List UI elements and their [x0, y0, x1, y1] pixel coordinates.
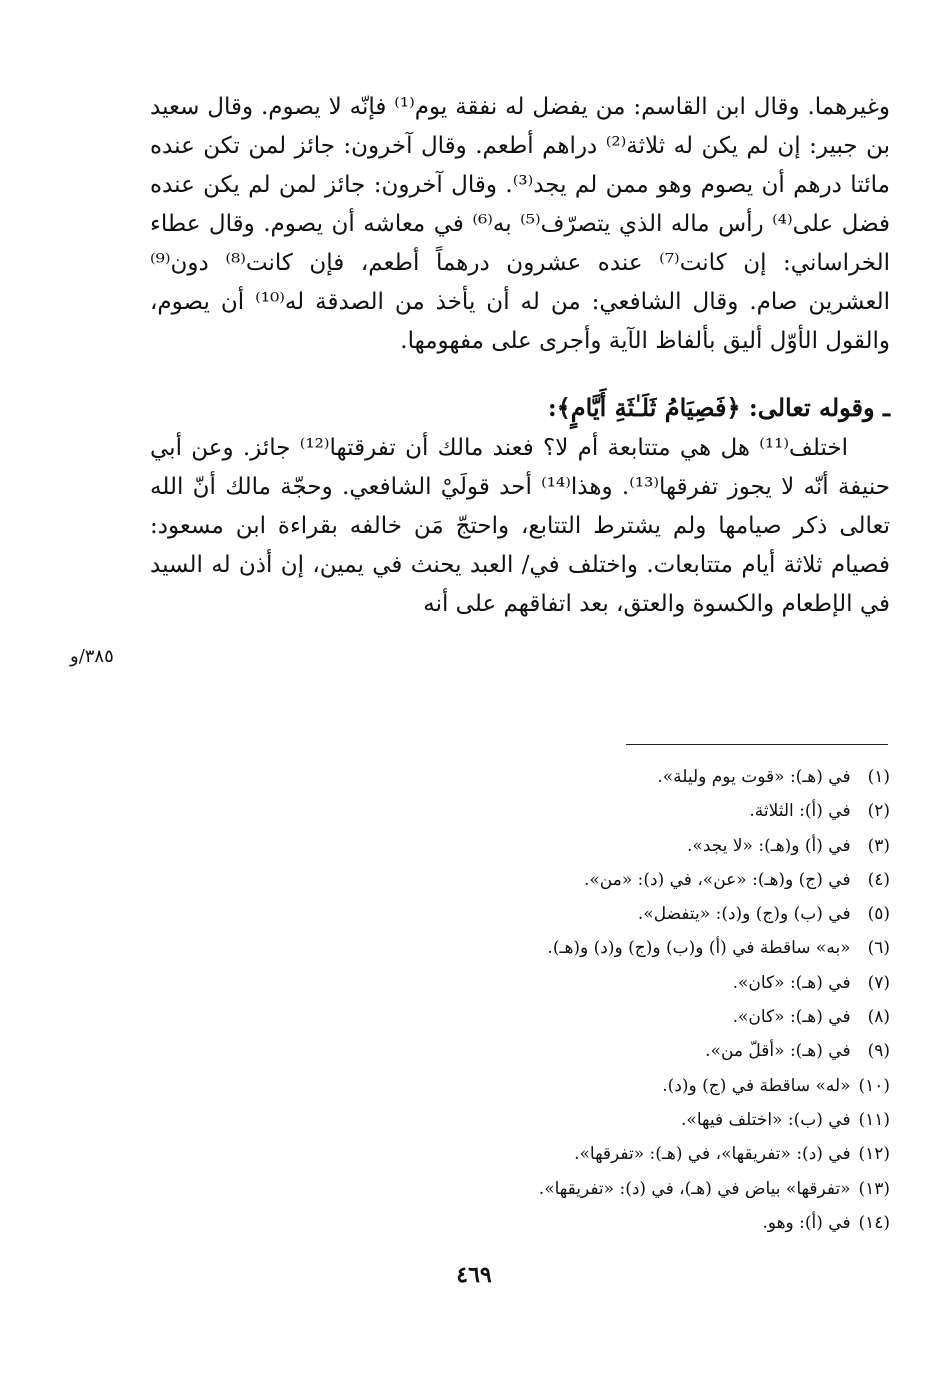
footnote-text: في (أ): الثلاثة.: [749, 801, 851, 822]
footnote-text: «له» ساقطة في (ج) و(د).: [662, 1075, 851, 1096]
footnote-text: في (أ) و(هـ): «لا يجد».: [687, 835, 851, 856]
footnote-number: (٢): [867, 801, 890, 822]
footnote-number: (٦): [867, 938, 890, 959]
heading-prefix: ـ وقوله تعالى:: [740, 393, 890, 422]
main-text-block: [150, 88, 890, 624]
footnote-number: (٣): [867, 835, 890, 856]
page-number: ٤٦٩: [456, 1262, 492, 1288]
footnote-item: [380, 1034, 890, 1068]
footnote-number: (١١): [858, 1109, 890, 1130]
footnote-text: في (هـ): «كان».: [732, 972, 851, 993]
footnote-text: في (ب): «اختلف فيها».: [681, 1109, 851, 1130]
footnote-text: في (د): «تفريقها»، في (هـ): «تفرقها».: [574, 1144, 851, 1165]
footnote-text: في (أ): وهو.: [762, 1212, 851, 1233]
quran-verse: ﴿فَصِيَامُ ثَلَـٰثَةِ أَيَّامٍ﴾: [556, 393, 741, 422]
footnote-text: في (هـ): «قوت يوم وليلة».: [657, 767, 851, 787]
footnote-item: [380, 794, 890, 828]
footnote-number: (٧): [867, 972, 890, 993]
heading-suffix: :: [547, 393, 557, 422]
footnote-text: في (ج) و(هـ): «عن»، في (د): «من».: [584, 869, 851, 890]
footnote-item: [380, 1000, 890, 1034]
footnote-number: (١٤): [858, 1212, 890, 1233]
footnote-item: [380, 760, 890, 794]
footnote-item: [380, 1103, 890, 1137]
footnotes-list: [380, 760, 890, 1240]
footnote-text: «تفرقها» بياض في (هـ)، في (د): «تفريقها».: [538, 1178, 851, 1199]
footnote-number: (١): [867, 767, 890, 787]
footnote-number: (١٣): [858, 1178, 890, 1199]
manuscript-folio-marker: ٣٨٥/و: [70, 646, 114, 667]
footnote-item: [380, 829, 890, 863]
footnote-item: [380, 931, 890, 965]
footnote-item: [380, 863, 890, 897]
footnote-item: [380, 1206, 890, 1240]
footnote-number: (١٠): [858, 1075, 890, 1096]
paragraph-expiation-opinions: وغيرهما. وقال ابن القاسم: من يفضل له نفقة يوم⁽¹⁾ فإنّه لا يصوم. وقال سعيد بن جبير: إن لم يكن له ثلاثة⁽²⁾ دراهم أطعم. وقال آخرون: جائز لمن تكن عنده مائتا درهم أن يصوم وهو ممن لم يجد⁽³⁾. وقال آخرون: جائز لمن لم يكن عنده فضل على⁽⁴⁾ رأس ماله الذي يتصرّف⁽⁵⁾ به⁽⁶⁾ في معاشه أن يصوم. وقال عطاء الخراساني: إن كانت⁽⁷⁾ عنده عشرون درهماً أطعم، فإن كانت⁽⁸⁾ دون⁽⁹⁾ العشرين صام. وقال الشافعي: من له أن يأخذ من الصدقة له⁽¹⁰⁾ أن يصوم، والقول الأوّل أليق بألفاظ الآية وأجرى على مفهومها.: [150, 94, 891, 354]
footnote-number: (٤): [867, 869, 890, 890]
section-heading: [150, 387, 890, 429]
footnote-text: في (هـ): «كان».: [732, 1007, 851, 1028]
footnote-item: [380, 1172, 890, 1206]
footnote-item: [380, 897, 890, 931]
footnote-text: «به» ساقطة في (أ) و(ب) و(ج) و(د) و(هـ).: [547, 938, 851, 959]
footnote-text: في (ب) و(ج) و(د): «يتفضل».: [637, 904, 851, 925]
footnote-number: (١٢): [858, 1144, 890, 1165]
footnote-item: [380, 1069, 890, 1103]
footnote-number: (٨): [867, 1007, 890, 1028]
footnote-text: في (هـ): «أقلّ من».: [705, 1041, 851, 1062]
footnote-divider: [626, 744, 888, 745]
footnote-item: [380, 1137, 890, 1171]
footnote-number: (٩): [867, 1041, 890, 1062]
footnote-number: (٥): [867, 904, 890, 925]
paragraph-fasting-consecutive: اختلف⁽¹¹⁾ هل هي متتابعة أم لا؟ فعند مالك أن تفرقتها⁽¹²⁾ جائز. وعن أبي حنيفة أنّه لا يجوز تفرقها⁽¹³⁾. وهذا⁽¹⁴⁾ أحد قولَيْ الشافعي. وحجّة مالك أنّ الله تعالى ذكر صيامها ولم يشترط التتابع، واحتجّ مَن خالفه بقراءة ابن مسعود: فصيام ثلاثة أيام متتابعات. واختلف في/ العبد يحنث في يمين، إن أذن له السيد في الإطعام والكسوة والعتق، بعد اتفاقهم على أنه: [150, 435, 891, 617]
footnote-item: [380, 966, 890, 1000]
